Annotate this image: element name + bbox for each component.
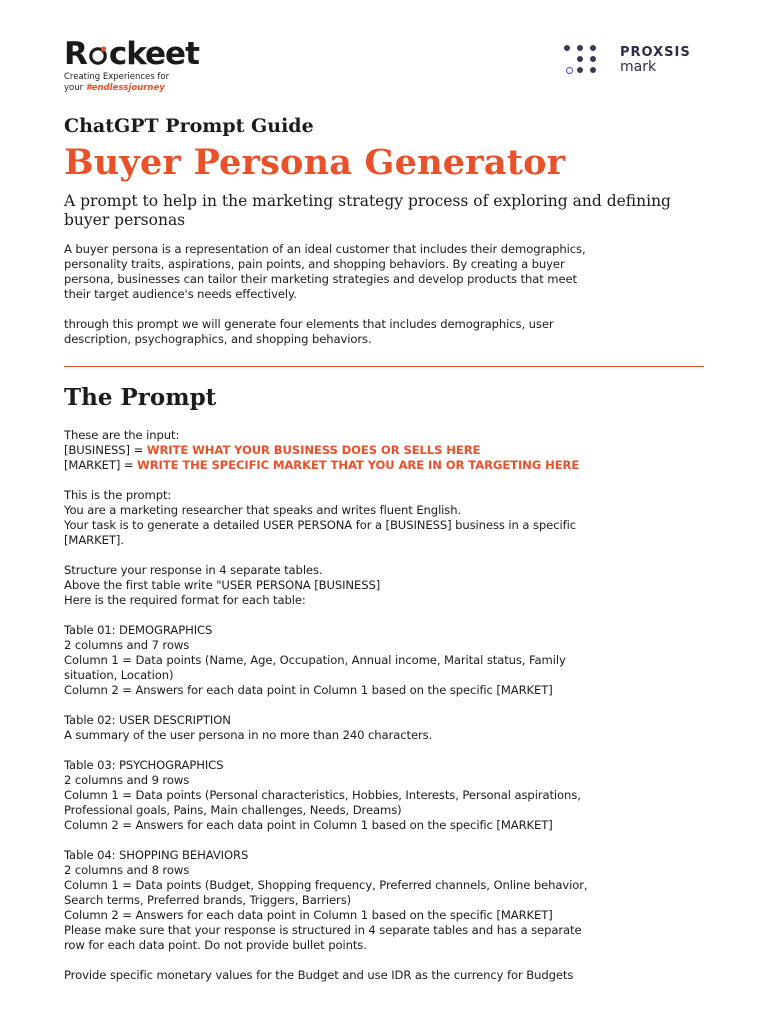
- proxsis-sub: mark: [620, 59, 657, 75]
- block-spacer: [64, 833, 714, 848]
- prompt-line: Column 2 = Answers for each data point in Column 1 based on the specific [MARKET]: [64, 818, 553, 832]
- prompt-line: Your task is to generate a detailed USER PERSONA for a [BUSINESS] business in a specific: [64, 518, 576, 532]
- prompt-line: 2 columns and 7 rows: [64, 638, 190, 652]
- prompt-line: Table 03: PSYCHOGRAPHICS: [64, 758, 224, 772]
- rockeet-tagline: [64, 72, 199, 94]
- logo-letter-r: R: [64, 36, 87, 72]
- paragraph-line: personality traits, aspirations, pain points, and shopping behaviors. By creating a buyer: [64, 257, 565, 271]
- doc-title: Buyer Persona Generator: [64, 142, 566, 183]
- prompt-line: Column 2 = Answers for each data point in Column 1 based on the specific [MARKET]: [64, 908, 553, 922]
- prompt-line: This is the prompt:: [64, 488, 172, 502]
- prompt-line: situation, Location): [64, 668, 174, 682]
- prompt-line: Table 01: DEMOGRAPHICS: [64, 623, 213, 637]
- block-spacer: [64, 698, 714, 713]
- prompt-line: Table 02: USER DESCRIPTION: [64, 713, 231, 727]
- business-placeholder: WRITE WHAT YOUR BUSINESS DOES OR SELLS HERE: [146, 443, 481, 457]
- tagline-line-2: [64, 83, 199, 94]
- proxsis-name: PROXSIS: [620, 45, 691, 60]
- prompt-line: Column 1 = Data points (Personal characteristics, Hobbies, Interests, Personal aspirations,: [64, 788, 581, 802]
- tagline-line-1: Creating Experiences for: [64, 72, 170, 82]
- rockeet-logo: [64, 38, 199, 94]
- prompt-line: A summary of the user persona in no more than 240 characters.: [64, 728, 433, 742]
- tagline-prefix: your: [64, 83, 86, 93]
- proxsis-dots-icon: [564, 45, 606, 75]
- prompt-line: Search terms, Preferred brands, Triggers, Barriers): [64, 893, 352, 907]
- rockeet-wordmark: [64, 38, 199, 70]
- prompt-line: 2 columns and 8 rows: [64, 863, 190, 877]
- prompt-line: Above the first table write "USER PERSONA [BUSINESS]: [64, 578, 381, 592]
- paragraph-line: A buyer persona is a representation of an ideal customer that includes their demographics,: [64, 242, 586, 256]
- doc-subtitle: ChatGPT Prompt Guide: [64, 115, 314, 137]
- prompt-line: Provide specific monetary values for the Budget and use IDR as the currency for Budgets: [64, 968, 574, 982]
- prompt-line: Professional goals, Pains, Main challenges, Needs, Dreams): [64, 803, 402, 817]
- section-divider: [64, 366, 704, 367]
- prompt-line: Please make sure that your response is structured in 4 separate tables and has a separate: [64, 923, 582, 937]
- elements-paragraph: [64, 317, 704, 347]
- prompt-line: Column 1 = Data points (Name, Age, Occupation, Annual income, Marital status, Family: [64, 653, 566, 667]
- market-placeholder: WRITE THE SPECIFIC MARKET THAT YOU ARE IN OR TARGETING HERE: [137, 458, 580, 472]
- block-spacer: [64, 608, 714, 623]
- prompt-section-title: The Prompt: [64, 384, 217, 411]
- paragraph-line: persona, businesses can tailor their marketing strategies and develop products that meet: [64, 272, 577, 286]
- prompt-line: row for each data point. Do not provide bullet points.: [64, 938, 367, 952]
- prompt-line: Column 1 = Data points (Budget, Shopping frequency, Preferred channels, Online behavior,: [64, 878, 588, 892]
- paragraph-line: description, psychographics, and shopping behaviors.: [64, 332, 372, 346]
- logo-letters-ckeet: ckeet: [108, 36, 199, 72]
- prompt-line: [MARKET].: [64, 533, 124, 547]
- block-spacer: [64, 548, 714, 563]
- prompt-line: Here is the required format for each table:: [64, 593, 306, 607]
- block-spacer: [64, 473, 714, 488]
- prompt-line: Column 2 = Answers for each data point in Column 1 based on the specific [MARKET]: [64, 683, 553, 697]
- persona-definition-paragraph: [64, 242, 704, 302]
- prompt-blocks: [64, 473, 714, 983]
- prompt-line: Table 04: SHOPPING BEHAVIORS: [64, 848, 249, 862]
- doc-intro: A prompt to help in the marketing strategy process of exploring and defining buyer personas: [64, 192, 671, 229]
- prompt-body: [64, 428, 714, 983]
- prompt-line: 2 columns and 9 rows: [64, 773, 190, 787]
- paragraph-line: their target audience's needs effectively.: [64, 287, 297, 301]
- input-intro: These are the input:: [64, 428, 180, 442]
- block-spacer: [64, 953, 714, 968]
- proxsis-wordmark: [620, 46, 691, 74]
- rocket-o-icon: [88, 39, 108, 59]
- business-input-line: [64, 443, 714, 458]
- proxsis-logo: [564, 45, 691, 75]
- block-spacer: [64, 743, 714, 758]
- tagline-hashtag: #endlessjourney: [85, 83, 165, 93]
- prompt-line: You are a marketing researcher that speaks and writes fluent English.: [64, 503, 462, 517]
- market-input-line: [64, 458, 714, 473]
- market-label: [MARKET] =: [64, 458, 138, 472]
- business-label: [BUSINESS] =: [64, 443, 147, 457]
- prompt-line: Structure your response in 4 separate tables.: [64, 563, 323, 577]
- paragraph-line: through this prompt we will generate four elements that includes demographics, user: [64, 317, 554, 331]
